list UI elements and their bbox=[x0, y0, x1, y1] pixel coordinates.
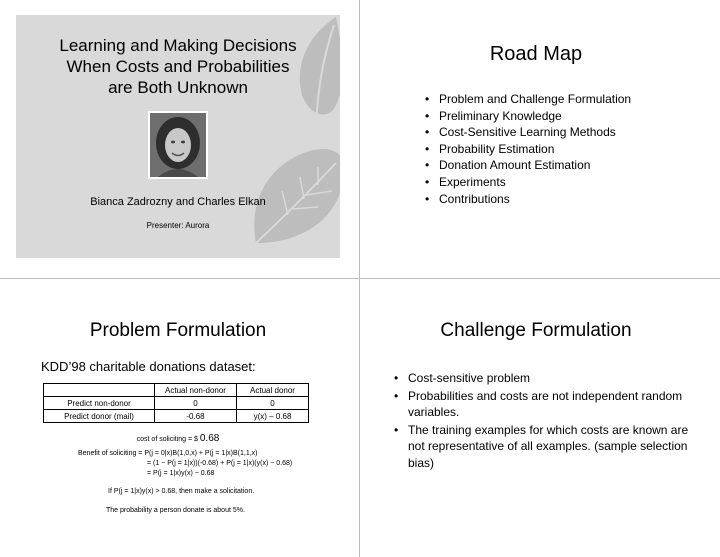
slide-problem-formulation bbox=[16, 290, 346, 550]
table-header-row bbox=[44, 384, 309, 397]
slide1-title-line: are Both Unknown bbox=[108, 78, 248, 97]
table-cell: 0 bbox=[155, 397, 237, 410]
slide-challenge-formulation bbox=[368, 290, 704, 550]
probability-note: The probability a person donate is about 5%. bbox=[106, 507, 245, 514]
list-item: • Experiments bbox=[425, 174, 631, 191]
cost-prefix: cost of soliciting = $ bbox=[136, 436, 198, 443]
table-cell: y(x) – 0.68 bbox=[237, 410, 309, 423]
list-item: • Cost-Sensitive Learning Methods bbox=[425, 124, 631, 141]
horizontal-divider bbox=[0, 278, 720, 279]
list-item: • The training examples for which costs are known are not representative of all examples. (sample selection bias) bbox=[394, 422, 694, 472]
table-header-cell: Actual donor bbox=[237, 384, 309, 397]
author-photo bbox=[148, 111, 208, 179]
slide4-title: Challenge Formulation bbox=[440, 320, 632, 341]
decision-rule: If P(j = 1|x)y(x) > 0.68, then make a solicitation. bbox=[108, 488, 255, 495]
list-item: • Donation Amount Estimation bbox=[425, 157, 631, 174]
slide2-title: Road Map bbox=[489, 43, 583, 65]
benefit-line: = P(j = 1|x)y(x) − 0.68 bbox=[147, 470, 215, 477]
list-item: • Cost-sensitive problem bbox=[394, 370, 694, 387]
list-item: • Contributions bbox=[425, 191, 631, 208]
table-cell: Predict donor (mail) bbox=[44, 410, 155, 423]
table-row bbox=[44, 397, 309, 410]
table-cell: Predict non-donor bbox=[44, 397, 155, 410]
dataset-subtitle: KDD’98 charitable donations dataset: bbox=[41, 359, 256, 374]
slide-title bbox=[16, 15, 340, 258]
presenter: Presenter: Aurora bbox=[146, 221, 210, 230]
benefit-line: = (1 − P(j = 1|x))(-0.68) + P(j = 1|x)(y(x) − 0.68) bbox=[147, 460, 293, 467]
slide3-title: Problem Formulation bbox=[89, 320, 267, 341]
table-cell: 0 bbox=[237, 397, 309, 410]
cost-value: 0.68 bbox=[199, 433, 220, 444]
challenge-list bbox=[394, 370, 694, 473]
list-item: • Preliminary Knowledge bbox=[425, 108, 631, 125]
table-header-cell bbox=[44, 384, 155, 397]
slide1-title-line: Learning and Making Decisions bbox=[59, 36, 297, 55]
list-item: • Probabilities and costs are not independent random variables. bbox=[394, 388, 694, 421]
cost-matrix-table bbox=[43, 383, 309, 423]
table-cell: -0.68 bbox=[155, 410, 237, 423]
list-item: • Probability Estimation bbox=[425, 141, 631, 158]
authors: Bianca Zadrozny and Charles Elkan bbox=[90, 196, 266, 208]
road-map-list bbox=[425, 91, 631, 207]
table-row bbox=[44, 410, 309, 423]
benefit-line: Benefit of soliciting = P(j = 0|x)B(1,0,x) + P(j = 1|x)B(1,1,x) bbox=[78, 450, 258, 457]
list-item: • Problem and Challenge Formulation bbox=[425, 91, 631, 108]
slide1-title bbox=[16, 35, 340, 98]
cost-of-soliciting bbox=[16, 433, 340, 444]
slide-road-map bbox=[368, 15, 704, 258]
slide1-title-line: When Costs and Probabilities bbox=[66, 57, 290, 76]
table-header-cell: Actual non-donor bbox=[155, 384, 237, 397]
